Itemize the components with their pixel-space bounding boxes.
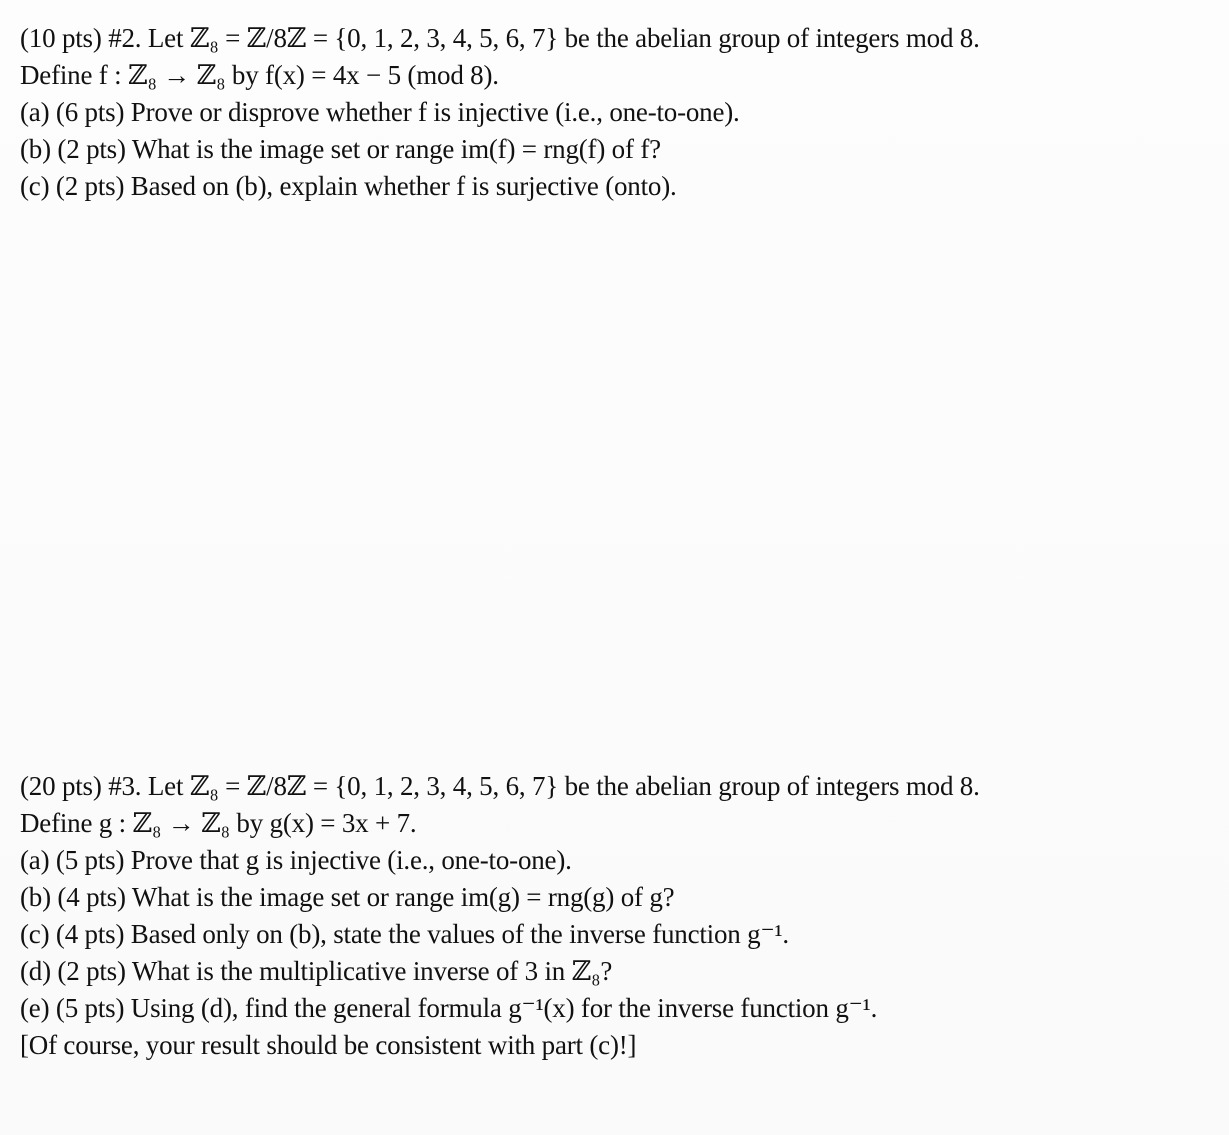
problem-3-definition: Define g : ℤ₈ → ℤ₈ by g(x) = 3x + 7. bbox=[20, 808, 417, 838]
problem-2-definition: Define f : ℤ₈ → ℤ₈ by f(x) = 4x − 5 (mod 8). bbox=[20, 60, 499, 90]
problem-3-part-e: (e) (5 pts) Using (d), find the general formula g⁻¹(x) for the inverse function g⁻¹. bbox=[20, 993, 878, 1023]
problem-3-part-b: (b) (4 pts) What is the image set or range im(g) = rng(g) of g? bbox=[20, 882, 675, 912]
problem-3-part-c: (c) (4 pts) Based only on (b), state the values of the inverse function g⁻¹. bbox=[20, 919, 789, 949]
problem-2-part-b: (b) (2 pts) What is the image set or range im(f) = rng(f) of f? bbox=[20, 134, 661, 164]
problem-2 bbox=[20, 20, 1210, 205]
problem-3-statement: (20 pts) #3. Let ℤ₈ = ℤ/8ℤ = {0, 1, 2, 3, 4, 5, 6, 7} be the abelian group of integers mod 8. bbox=[20, 771, 980, 801]
problem-2-part-c: (c) (2 pts) Based on (b), explain whether f is surjective (onto). bbox=[20, 171, 677, 201]
problem-3-part-d: (d) (2 pts) What is the multiplicative inverse of 3 in ℤ₈? bbox=[20, 956, 613, 986]
problem-2-part-a: (a) (6 pts) Prove or disprove whether f is injective (i.e., one-to-one). bbox=[20, 97, 740, 127]
problem-3 bbox=[20, 768, 1210, 1064]
problem-3-part-a: (a) (5 pts) Prove that g is injective (i.e., one-to-one). bbox=[20, 845, 572, 875]
problem-2-statement: (10 pts) #2. Let ℤ₈ = ℤ/8ℤ = {0, 1, 2, 3, 4, 5, 6, 7} be the abelian group of integers mod 8. bbox=[20, 23, 980, 53]
problem-3-note: [Of course, your result should be consistent with part (c)!] bbox=[20, 1030, 637, 1060]
